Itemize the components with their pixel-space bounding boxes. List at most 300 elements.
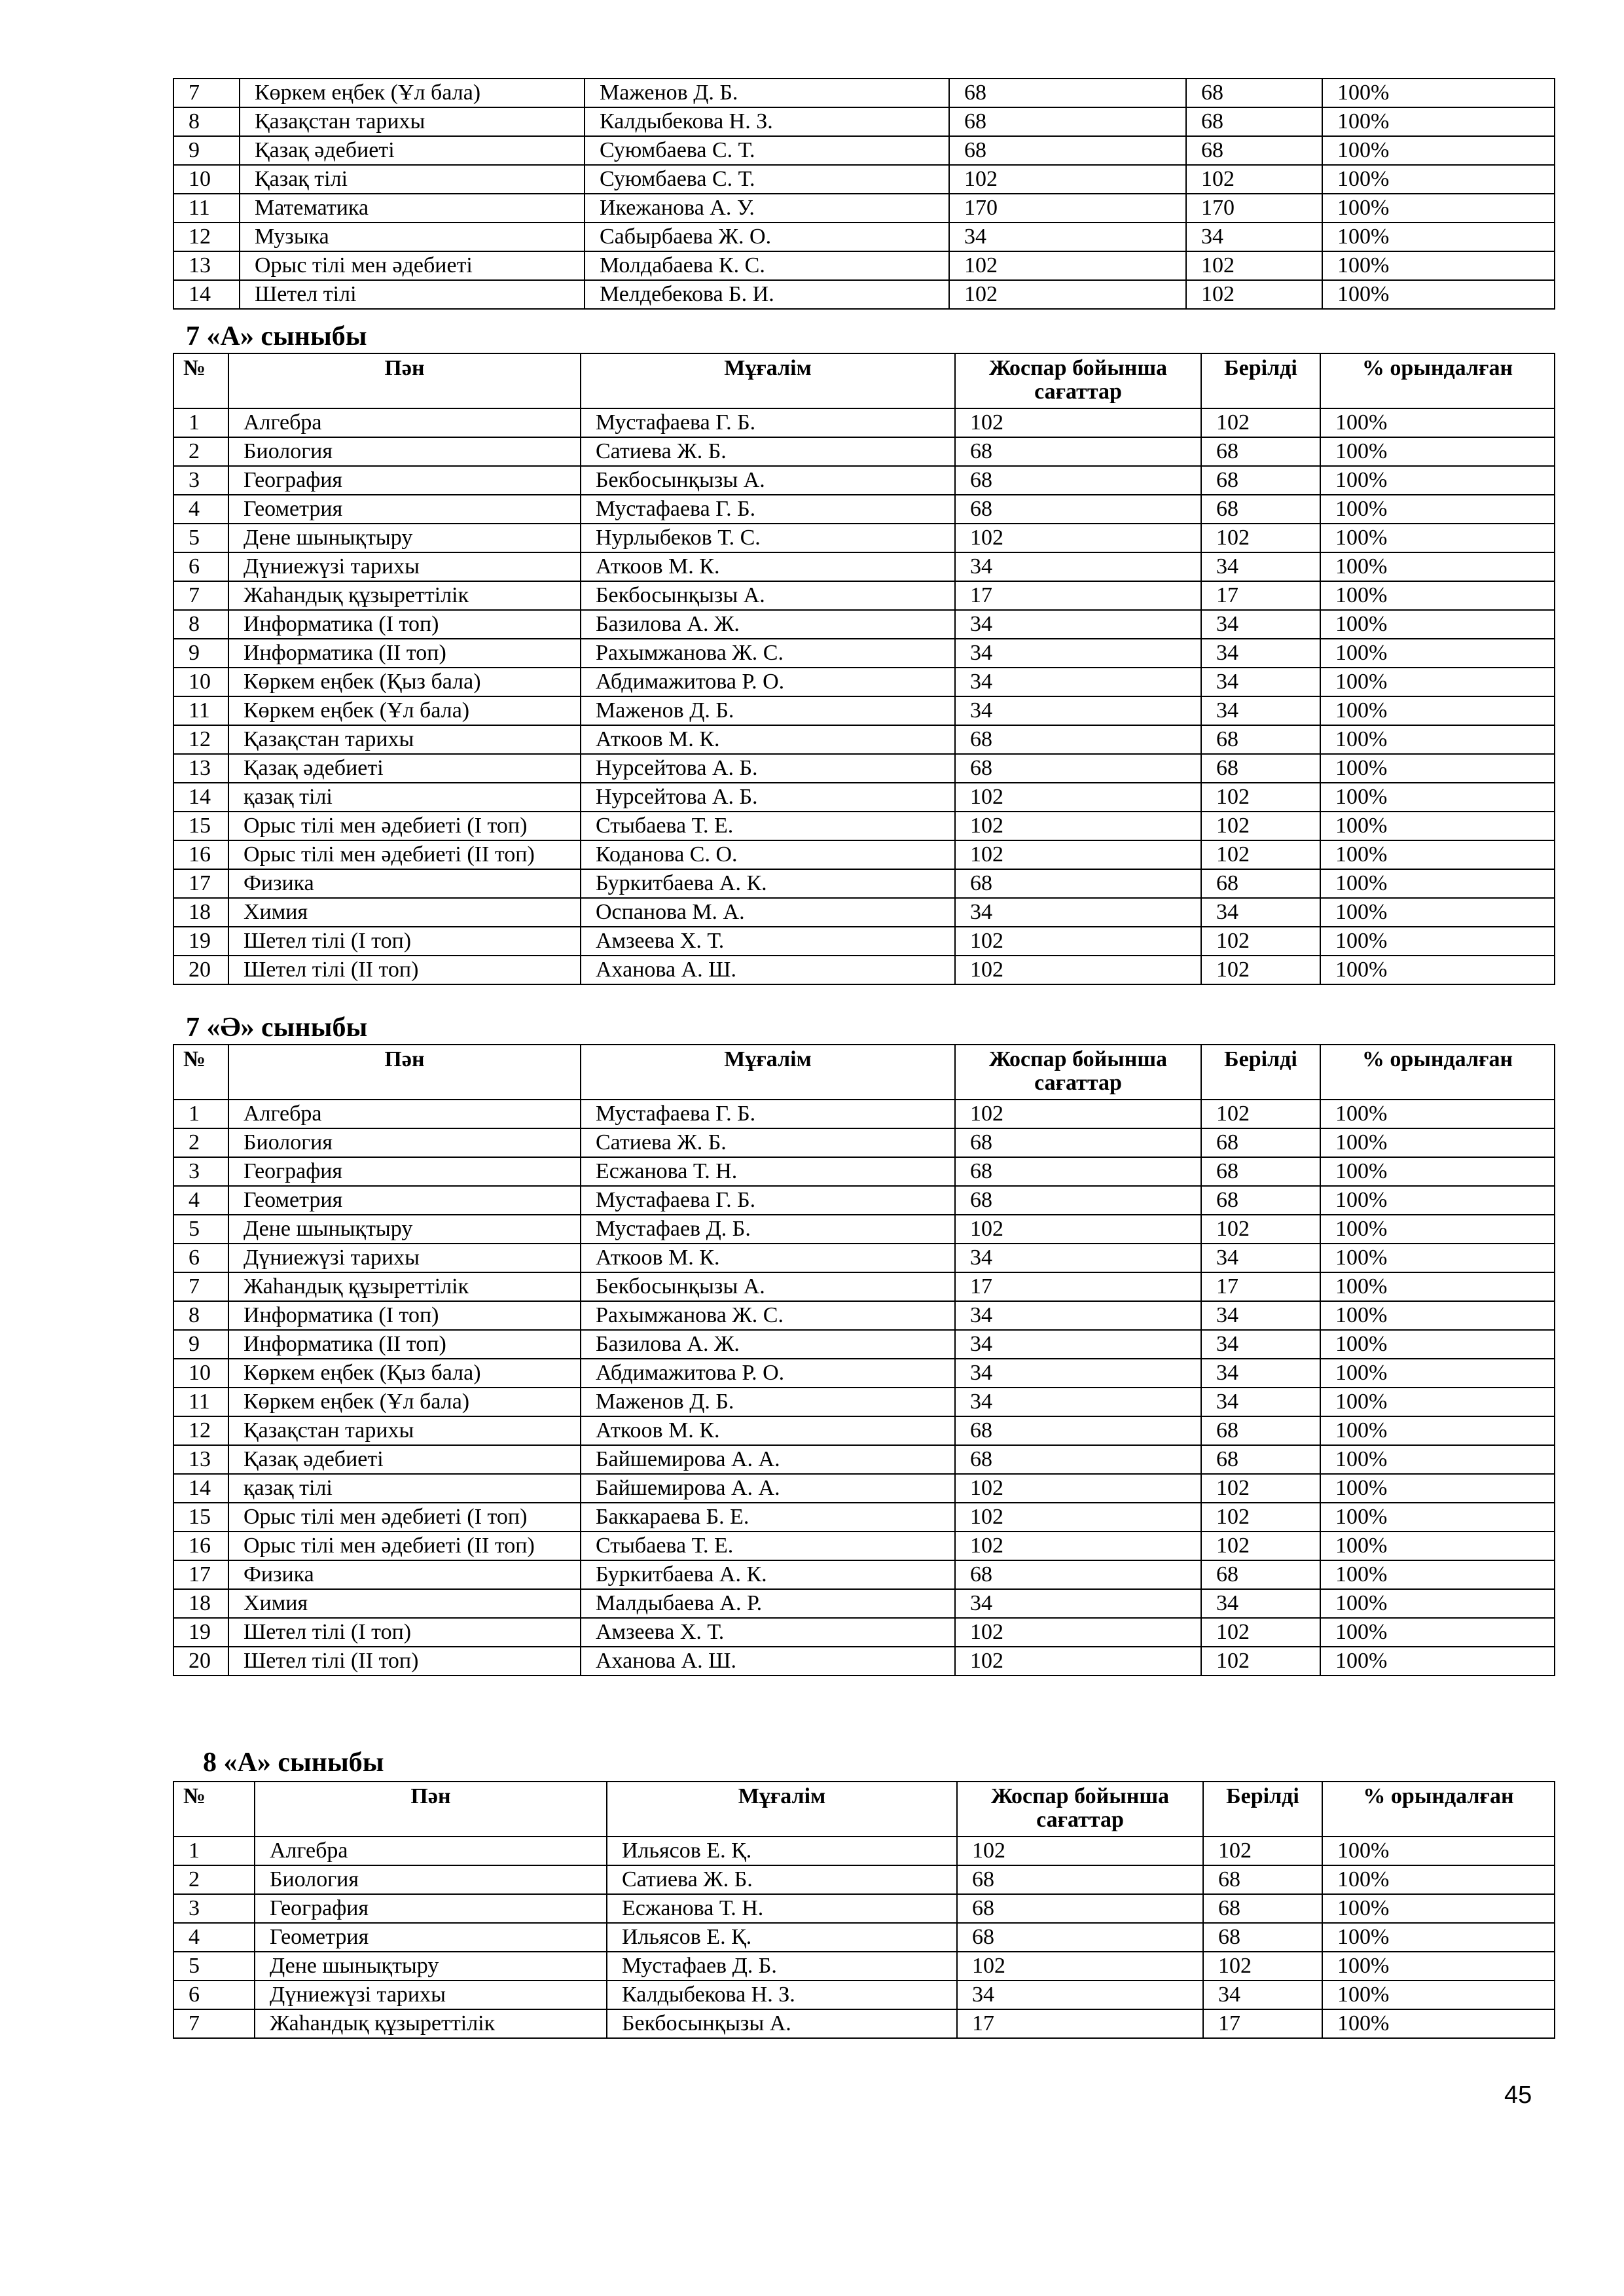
table-cell: 68 [955,1128,1201,1157]
table-cell: 1 [173,408,228,437]
table-cell: 68 [1186,79,1322,107]
table-cell: Молдабаева К. С. [585,251,949,280]
table-cell: Коданова С. О. [581,840,955,869]
table-cell: 102 [949,280,1186,309]
column-header: Жоспар бойынша сағаттар [957,1782,1203,1837]
table-cell: Нурсейтова А. Б. [581,783,955,812]
table-cell: Орыс тілі мен әдебиеті [240,251,585,280]
table-cell: 4 [173,1186,228,1215]
table-cell: 6 [173,552,228,581]
table-cell: 100% [1320,1445,1555,1474]
column-header: Пән [255,1782,607,1837]
table-cell: 4 [173,495,228,524]
table-cell: 34 [955,1388,1201,1416]
table-cell: 9 [173,1330,228,1359]
table-row [173,783,1555,812]
table-cell: 102 [955,524,1201,552]
table-cell: 18 [173,898,228,927]
table-cell: 19 [173,1618,228,1647]
table-cell: 100% [1322,136,1555,165]
table-cell: 9 [173,639,228,668]
table-cell: Алгебра [228,408,581,437]
table-cell: 34 [955,610,1201,639]
column-header: Жоспар бойынша сағаттар [955,1045,1201,1100]
table-row [173,1503,1555,1532]
table-cell: 34 [1201,1330,1320,1359]
table-cell: 13 [173,251,240,280]
table-cell: 102 [1203,1837,1322,1865]
table-cell: Химия [228,898,581,927]
table-cell: 3 [173,1894,255,1923]
table-cell: 34 [1201,1589,1320,1618]
table-cell: 2 [173,437,228,466]
table-row [173,107,1555,136]
table-cell: 102 [955,812,1201,840]
table-cell: 68 [955,495,1201,524]
table-cell: 68 [955,1416,1201,1445]
table-cell: 68 [955,1445,1201,1474]
table-cell: 100% [1320,1100,1555,1128]
table-cell: 100% [1320,437,1555,466]
table-row [173,1301,1555,1330]
table-cell: 34 [955,1301,1201,1330]
table-cell: 102 [955,1532,1201,1560]
table-cell: Шетел тілі [240,280,585,309]
table-cell: География [228,466,581,495]
table-cell: Геометрия [228,1186,581,1215]
table-row [173,524,1555,552]
table-cell: 100% [1320,1589,1555,1618]
table-cell: 100% [1320,1618,1555,1647]
table-cell: 34 [955,552,1201,581]
table-cell: 102 [955,956,1201,984]
table-cell: 17 [173,1560,228,1589]
table-cell: қазақ тілі [228,783,581,812]
table-cell: Нурлыбеков Т. С. [581,524,955,552]
table-cell: 68 [949,107,1186,136]
table-row [173,725,1555,754]
table-cell: 20 [173,956,228,984]
table-cell: 100% [1320,1157,1555,1186]
table-cell: 68 [1201,1128,1320,1157]
table-cell: Геометрия [228,495,581,524]
table-cell: Шетел тілі (I топ) [228,927,581,956]
table-cell: Рахымжанова Ж. С. [581,1301,955,1330]
table-cell: 100% [1320,581,1555,610]
table-row [173,280,1555,309]
table-cell: 34 [1203,1981,1322,2009]
table-cell: 68 [1186,107,1322,136]
table-cell: Музыка [240,223,585,251]
table-row [173,1416,1555,1445]
table-cell: 100% [1322,1865,1555,1894]
table-cell: Дүниежүзі тарихы [228,552,581,581]
table-row [173,1445,1555,1474]
table-cell: 102 [1201,1532,1320,1560]
table-row [173,1330,1555,1359]
table-row [173,1981,1555,2009]
table-cell: 102 [1203,1952,1322,1981]
table-row [173,1589,1555,1618]
table-cell: Калдыбекова Н. З. [607,1981,957,2009]
table-cell: Алгебра [228,1100,581,1128]
table-cell: 100% [1320,840,1555,869]
table-cell: 102 [1201,524,1320,552]
table-cell: 100% [1320,898,1555,927]
table-cell: Аткоов М. К. [581,725,955,754]
table-cell: 34 [1201,610,1320,639]
table-cell: 34 [1201,552,1320,581]
table-cell: 17 [173,869,228,898]
table-cell: 12 [173,1416,228,1445]
table-cell: Қазақ әдебиеті [240,136,585,165]
column-header: Берілді [1201,353,1320,408]
table-cell: 6 [173,1981,255,2009]
table-row [173,165,1555,194]
table-cell: 102 [1201,812,1320,840]
table-cell: 100% [1322,194,1555,223]
table-cell: 68 [957,1894,1203,1923]
column-header: № [173,1045,228,1100]
table-row [173,696,1555,725]
table-cell: Шетел тілі (I топ) [228,1618,581,1647]
table-cell: 102 [1201,783,1320,812]
table-cell: қазақ тілі [228,1474,581,1503]
table-cell: 2 [173,1128,228,1157]
table-cell: 68 [1201,437,1320,466]
table-cell: 100% [1322,79,1555,107]
table-row [173,136,1555,165]
table-cell: 102 [1186,165,1322,194]
table-cell: 10 [173,165,240,194]
table-row [173,1128,1555,1157]
table-cell: Базилова А. Ж. [581,1330,955,1359]
table-cell: Сабырбаева Ж. О. [585,223,949,251]
table-cell: 8 [173,1301,228,1330]
table-cell: Мустафаев Д. Б. [581,1215,955,1244]
table-cell: 12 [173,223,240,251]
table-cell: 34 [1186,223,1322,251]
table-cell: 13 [173,1445,228,1474]
table-cell: 16 [173,1532,228,1560]
table-cell: 102 [955,1647,1201,1676]
table-cell: 102 [955,783,1201,812]
table-cell: 14 [173,1474,228,1503]
table-cell: 8 [173,107,240,136]
table-cell: 100% [1322,1923,1555,1952]
table-cell: 68 [1201,1416,1320,1445]
table-cell: 100% [1322,280,1555,309]
table-cell: 100% [1320,1416,1555,1445]
table-cell: 17 [955,581,1201,610]
table-cell: 170 [949,194,1186,223]
table-cell: 11 [173,1388,228,1416]
table-cell: Информатика (II топ) [228,1330,581,1359]
table-cell: 100% [1320,408,1555,437]
table-row [173,552,1555,581]
table-cell: 7 [173,2009,255,2038]
table-cell: Икежанова А. У. [585,194,949,223]
table-cell: 68 [949,79,1186,107]
column-header: № [173,1782,255,1837]
table-cell: Көркем еңбек (Қыз бала) [228,668,581,696]
table-cell: Малдыбаева А. Р. [581,1589,955,1618]
table-cell: Көркем еңбек (Ұл бала) [228,1388,581,1416]
table-row [173,812,1555,840]
table-cell: 100% [1320,1359,1555,1388]
table-cell: 34 [955,1359,1201,1388]
table-cell: Информатика (I топ) [228,610,581,639]
table-cell: 15 [173,812,228,840]
table-cell: 1 [173,1837,255,1865]
table-cell: Орыс тілі мен әдебиеті (I топ) [228,812,581,840]
table-cell: 102 [955,408,1201,437]
table-cell: 11 [173,696,228,725]
table-row [173,898,1555,927]
table-cell: 68 [1201,495,1320,524]
table-cell: 17 [1203,2009,1322,2038]
table-cell: Ильясов Е. Қ. [607,1837,957,1865]
table-cell: 68 [955,754,1201,783]
table-cell: 100% [1320,1647,1555,1676]
table-cell: 100% [1320,1330,1555,1359]
table-cell: Мустафаева Г. Б. [581,1186,955,1215]
table-cell: Шетел тілі (II топ) [228,1647,581,1676]
table-cell: 100% [1320,927,1555,956]
table-row [173,79,1555,107]
table-cell: 17 [955,1272,1201,1301]
table-cell: Бекбосынқызы А. [581,466,955,495]
table-cell: 34 [1201,1388,1320,1416]
table-cell: 68 [955,1157,1201,1186]
table-cell: 102 [1201,408,1320,437]
table-row [173,610,1555,639]
table-cell: 100% [1320,639,1555,668]
table-cell: 68 [1201,1157,1320,1186]
table-cell: 102 [1201,927,1320,956]
table-cell: Орыс тілі мен әдебиеті (II топ) [228,840,581,869]
table-cell: Геометрия [255,1923,607,1952]
table-cell: 17 [1201,581,1320,610]
table-row [173,437,1555,466]
table-cell: 68 [955,437,1201,466]
table-cell: Абдимажитова Р. О. [581,1359,955,1388]
table-cell: Суюмбаева С. Т. [585,165,949,194]
table-cell: 102 [955,1503,1201,1532]
table-cell: 102 [1201,1618,1320,1647]
column-header: Жоспар бойынша сағаттар [955,353,1201,408]
table-cell: 7 [173,79,240,107]
table-cell: 14 [173,783,228,812]
table-cell: 102 [1201,1647,1320,1676]
table-cell: Аткоов М. К. [581,1244,955,1272]
section-title-8a: 8 «А» сыныбы [203,1748,384,1778]
table-cell: Стыбаева Т. Е. [581,812,955,840]
table-cell: Байшемирова А. А. [581,1445,955,1474]
table-cell: Сатиева Ж. Б. [581,1128,955,1157]
table-cell: Көркем еңбек (Қыз бала) [228,1359,581,1388]
table-cell: Орыс тілі мен әдебиеті (I топ) [228,1503,581,1532]
table-cell: 34 [1201,1359,1320,1388]
table-cell: Химия [228,1589,581,1618]
table-cell: 3 [173,466,228,495]
table-header-row [173,1045,1555,1100]
table-cell: Информатика (II топ) [228,639,581,668]
table-cell: Ильясов Е. Қ. [607,1923,957,1952]
table-cell: 14 [173,280,240,309]
table-cell: 68 [1201,754,1320,783]
table-cell: 68 [1201,1186,1320,1215]
table-cell: 102 [955,927,1201,956]
table-cell: 102 [1186,251,1322,280]
table-cell: 100% [1320,1215,1555,1244]
table-cell: 68 [1203,1894,1322,1923]
table-cell: Рахымжанова Ж. С. [581,639,955,668]
table-row [173,668,1555,696]
table-cell: Биология [228,437,581,466]
table-cell: Бекбосынқызы А. [581,1272,955,1301]
table-cell: 12 [173,725,228,754]
table-cell: 100% [1320,1244,1555,1272]
table-cell: 1 [173,1100,228,1128]
table-cell: 100% [1320,812,1555,840]
table-cell: 11 [173,194,240,223]
table-cell: 102 [1201,840,1320,869]
column-header: № [173,353,228,408]
table-cell: 102 [1201,1503,1320,1532]
table-row [173,956,1555,984]
table-cell: 100% [1320,466,1555,495]
table-cell: 100% [1320,869,1555,898]
table-row [173,927,1555,956]
table-row [173,639,1555,668]
table-cell: 102 [955,1100,1201,1128]
table-cell: Көркем еңбек (Ұл бала) [240,79,585,107]
table-cell: 100% [1320,754,1555,783]
section-title-7a: 7 «А» сыныбы [186,321,367,351]
column-header: % орындалған [1320,1045,1555,1100]
table-cell: Буркитбаева А. К. [581,869,955,898]
table-cell: 102 [1201,956,1320,984]
table-cell: 68 [955,1186,1201,1215]
table-cell: Дүниежүзі тарихы [228,1244,581,1272]
table-cell: 34 [955,1330,1201,1359]
table-row [173,194,1555,223]
table-cell: 170 [1186,194,1322,223]
table-cell: 100% [1322,1837,1555,1865]
table-cell: Аханова А. Ш. [581,1647,955,1676]
table-row [173,754,1555,783]
table-cell: 34 [955,1589,1201,1618]
table-cell: Буркитбаева А. К. [581,1560,955,1589]
table-row [173,869,1555,898]
table-row [173,581,1555,610]
table-cell: 102 [955,1618,1201,1647]
table-cell: 68 [1203,1865,1322,1894]
table-cell: Абдимажитова Р. О. [581,668,955,696]
table-cell: 102 [949,251,1186,280]
table-cell: 68 [955,869,1201,898]
grade-7ae-table [173,1044,1555,1676]
table-cell: 34 [1201,696,1320,725]
table-cell: 34 [1201,1244,1320,1272]
table-cell: Мустафаева Г. Б. [581,408,955,437]
table-cell: Аткоов М. К. [581,1416,955,1445]
table-cell: Баккараева Б. Е. [581,1503,955,1532]
table-cell: Амзеева Х. Т. [581,927,955,956]
table-cell: 34 [1201,668,1320,696]
table-row [173,1272,1555,1301]
table-cell: 34 [1201,1301,1320,1330]
table-cell: 34 [955,696,1201,725]
table-cell: 20 [173,1647,228,1676]
table-cell: Маженов Д. Б. [581,696,955,725]
table-cell: Нурсейтова А. Б. [581,754,955,783]
table-header-row [173,1782,1555,1837]
table-cell: Байшемирова А. А. [581,1474,955,1503]
table-cell: 100% [1320,1503,1555,1532]
table-cell: 100% [1320,1474,1555,1503]
table-cell: 7 [173,581,228,610]
table-cell: Амзеева Х. Т. [581,1618,955,1647]
table-row [173,1157,1555,1186]
table-cell: Орыс тілі мен әдебиеті (II топ) [228,1532,581,1560]
table-cell: 102 [1201,1215,1320,1244]
table-cell: 100% [1320,668,1555,696]
table-cell: 100% [1322,223,1555,251]
table-cell: 100% [1320,495,1555,524]
column-header: % орындалған [1322,1782,1555,1837]
table-cell: 34 [949,223,1186,251]
table-cell: Информатика (I топ) [228,1301,581,1330]
table-cell: Жаһандық құзыреттілік [255,2009,607,2038]
table-row [173,840,1555,869]
table-cell: Есжанова Т. Н. [581,1157,955,1186]
column-header: Берілді [1203,1782,1322,1837]
table-row [173,1215,1555,1244]
table-cell: 100% [1320,956,1555,984]
table-cell: 68 [1201,1560,1320,1589]
table-cell: 100% [1320,1272,1555,1301]
table-cell: 68 [957,1865,1203,1894]
table-cell: 100% [1320,524,1555,552]
table-row [173,223,1555,251]
table-cell: 100% [1320,1186,1555,1215]
table-cell: 68 [955,1560,1201,1589]
table-cell: 7 [173,1272,228,1301]
table-cell: 17 [1201,1272,1320,1301]
grade-7a-table [173,353,1555,985]
table-row [173,495,1555,524]
table-row [173,1618,1555,1647]
table-row [173,1474,1555,1503]
table-cell: 68 [1201,725,1320,754]
table-cell: 34 [957,1981,1203,2009]
table-cell: 3 [173,1157,228,1186]
table-row [173,1186,1555,1215]
table-cell: 4 [173,1923,255,1952]
table-cell: 68 [1201,1445,1320,1474]
table-cell: 9 [173,136,240,165]
table-cell: 10 [173,1359,228,1388]
continuation-table [173,78,1555,310]
table-cell: 16 [173,840,228,869]
table-cell: Биология [228,1128,581,1157]
table-cell: Бекбосынқызы А. [581,581,955,610]
table-cell: Математика [240,194,585,223]
table-cell: 100% [1322,165,1555,194]
table-cell: 8 [173,610,228,639]
